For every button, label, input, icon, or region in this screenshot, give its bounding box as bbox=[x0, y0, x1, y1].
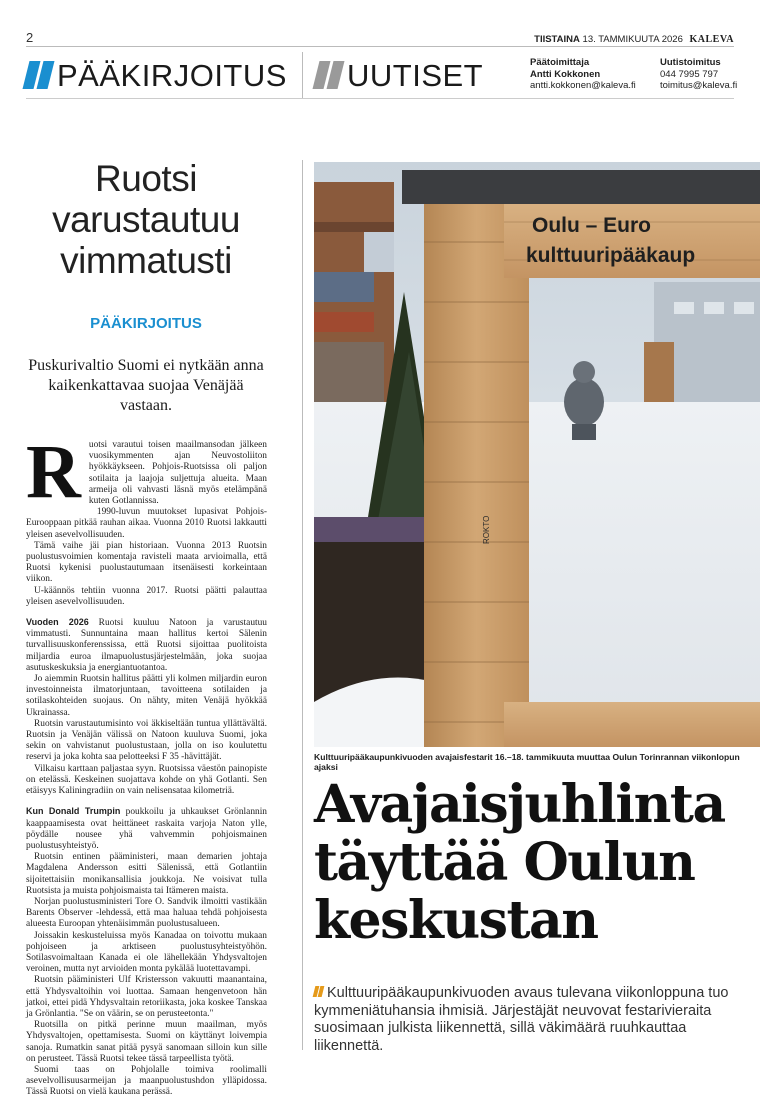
body-paragraph bbox=[26, 806, 267, 852]
header-rule bbox=[26, 46, 734, 47]
body-paragraph bbox=[26, 617, 267, 674]
newsroom-email[interactable]: toimitus@kaleva.fi bbox=[660, 80, 738, 91]
editorial-headline-line: Ruotsi bbox=[95, 158, 197, 199]
editorial-headline-line: vimmatusti bbox=[60, 240, 232, 281]
body-paragraph: Ruotsin pääministeri Ulf Kristersson vakuutti maanantaina, että Yhdysvaltoihin voi luottaa. Samaan hengenvetoon hän jatkoi, ettei pidä Yhdysvaltain retoriikasta, joka koskee Tanskaa ja Grönlantia. "Se on väärin, se on perusteetonta." bbox=[26, 975, 267, 1019]
body-paragraph: Suomi taas on Pohjolalle toimiva roolimalli asevelvollisuusarmeijan ja maanpuolustushdon ylläpidossa. Tässä Ruotsi on vielä kaukana perässä. bbox=[26, 1064, 267, 1098]
body-paragraph: Vilkaisu karttaan paljastaa syyn. Ruotsissa väestön painopiste on etelässä. Keskeinen suojattava kohde on yhä Gotlanti. Sen etäisyys Kaliningradiin on vain nelisensataa kilometriä. bbox=[26, 763, 267, 797]
newsroom-contact bbox=[660, 57, 737, 92]
news-lede bbox=[314, 985, 734, 1055]
body-paragraph: Ruotsilla on pitkä perinne muun maailman, myös Yhdysvaltojen, opettamisesta. Suomi on käyttänyt loivempia sanoja. Rumatkin sanat pitää pysyä sanomaan silloin kun sille on perusteet. Tässä Ruotsi tekee tässä tarpeellista työtä. bbox=[26, 1020, 267, 1064]
section-header-news bbox=[316, 54, 483, 96]
body-text: poukkoilu ja uhkaukset Grönlannin kaappaamisesta ovat heittäneet raskaita varjoja Naton ylle, pöydälle nousee yhä vahvemmin pohjoismainen puolustusyhteistyö. bbox=[26, 807, 267, 851]
editorial-kicker: PÄÄKIRJOITUS bbox=[90, 315, 202, 332]
date-text: 13. TAMMIKUUTA 2026 bbox=[582, 34, 683, 45]
body-paragraph: Tämä vaihe jäi pian historiaan. Vuonna 2013 Ruotsin puolustusvoimien komentaja ravisteli maata arvioimalla, että Ruotsi kykenisi puolustautumaan itsenäisesti korkeintaan viikon. bbox=[26, 540, 267, 585]
date-day: TIISTAINA bbox=[534, 34, 580, 45]
editor-contact bbox=[530, 57, 636, 92]
column-divider bbox=[302, 160, 303, 1050]
news-lede-text: Kulttuuripääkaupunkivuoden avaus tulevana viikonloppuna tuo kymmeniätuhansia ihmisiä. Järjestäjät neuvovat festarivieraita suosimaan julkista liikennettä, sillä väkimäärä ruuhkauttaa liikennettä. bbox=[314, 985, 729, 1054]
photo-illustration bbox=[314, 162, 760, 747]
body-paragraph: Ruotsin varustautumisinto voi äkkiseltään tuntua yllättävältä. Ruotsin ja Venäjän välissä on Natoon kuuluva Suomi, joka sekin on vahvistanut puolustustaan, jolla on iso koulutettu reservi ja joka kohta saa pelotteeksi F 35 -hävittäjät. bbox=[26, 718, 267, 763]
news-headline-line: keskustan bbox=[314, 890, 598, 951]
page-number: 2 bbox=[26, 30, 34, 45]
section-bars-icon bbox=[316, 61, 341, 89]
body-paragraph bbox=[26, 430, 267, 514]
header-bottom-rule bbox=[26, 98, 734, 99]
paragraph-lead: Kun Donald Trumpin bbox=[26, 806, 121, 817]
section-header-editorial bbox=[26, 54, 287, 96]
editor-email[interactable]: antti.kokkonen@kaleva.fi bbox=[530, 80, 636, 91]
body-paragraph: Jo aiemmin Ruotsin hallitus päätti yli kolmen miljardin euron investoinneista ilmatorjuntaan, tavoitteena sotilaiden ja sotilaskohteiden suojaus. On nähty, miten Venäjä hyökkää Ukrainassa. bbox=[26, 674, 267, 718]
body-paragraph: Norjan puolustusministeri Tore O. Sandvik ilmoitti vastikään Barents Observer -lehdessä, että maa haluaa tehdä pohjoisesta alueesta Euroopan yhtenäisimmän puolustusalueen. bbox=[26, 896, 267, 930]
section-label-editorial: PÄÄKIRJOITUS bbox=[57, 57, 287, 93]
body-paragraph: Ruotsin entinen pääministeri, maan demarien johtaja Magdalena Andersson esitti Sälenissä, että Gotlantiin sijoitettaisiin monikansallisia joukkoja. Ne voisivat tulla Ruotsista ja muista pohjoismaista tai Itämeren maista. bbox=[26, 852, 267, 896]
section-label-news: UUTISET bbox=[347, 57, 484, 93]
sign-line-1: Oulu – Euro bbox=[532, 214, 652, 237]
editorial-lede: Puskurivaltio Suomi ei nytkään anna kaikenkattavaa suojaa Venäjää vastaan. bbox=[28, 357, 264, 414]
paragraph-lead: Vuoden 2026 bbox=[26, 617, 89, 628]
drop-cap: R bbox=[26, 430, 81, 514]
plank-text: ROKTO bbox=[482, 515, 491, 544]
editor-name: Antti Kokkonen bbox=[530, 68, 601, 80]
news-photo bbox=[314, 162, 760, 747]
body-text: uotsi varautui toisen maailmansodan jälkeen vuosikymmenten ajan Neuvostoliiton hyökkäykseen. Pohjois-Ruotsissa oli paljon sotilaita ja laajoja suljettuja alueita. Maan armeija oli vahvasti läsnä myös etelämpänä kuten Gotlannissa. bbox=[88, 440, 267, 507]
body-paragraph: 1990-luvun muutokset lupasivat Pohjois-Eurooppaan pitkää rauhan aikaa. Vuonna 2010 Ruotsi lakkautti yleisen asevelvollisuuden. bbox=[26, 507, 267, 540]
lede-bars-icon bbox=[314, 985, 324, 1003]
newsroom-phone: 044 7995 797 bbox=[660, 68, 719, 80]
body-paragraph: Joissakin keskusteluissa myös Kanadaa on toivottu mukaan pohjoiseen ja arktiseen puolustusyhteistyöhön. Sotilasvoimaltaan Kanada ei ole lähellekään Yhdysvaltojen veroinen, mutta nyt arvioiden monta pykälää luotettavampi. bbox=[26, 930, 267, 975]
section-bars-icon bbox=[26, 61, 51, 89]
newsroom-title: Uutistoimitus bbox=[660, 57, 721, 68]
body-text: Ruotsi kuuluu Natoon ja varustautuu vimmatusti. Sunnuntaina maan hallitus kertoi Sälenin turvallisuuskonferenssissa, että Ruotsi sijoittaa puolitoista miljardia euroa ilmapuolustusjärjestelmään, joka suojaa asutuskeskuksia ja energiantuotantoa. bbox=[26, 618, 267, 673]
editorial-body bbox=[26, 430, 267, 1099]
header-divider bbox=[302, 52, 303, 98]
editorial-headline bbox=[26, 158, 266, 281]
sign-line-2: kulttuuripääkaup bbox=[526, 244, 696, 267]
news-headline bbox=[314, 776, 754, 950]
dateline bbox=[534, 34, 734, 45]
brand-logo: KALEVA bbox=[689, 34, 734, 45]
editor-title: Päätoimittaja bbox=[530, 57, 590, 68]
photo-caption: Kulttuuripääkaupunkivuoden avajaisfestarit 16.–18. tammikuuta muuttaa Oulun Torinrannan viikonlopun ajaksi bbox=[314, 752, 740, 772]
body-paragraph: U-käännös tehtiin vuonna 2017. Ruotsi päätti palauttaa yleisen asevelvollisuuden. bbox=[26, 585, 267, 607]
news-headline-line: täyttää Oulun bbox=[314, 832, 695, 893]
news-headline-line: Avajaisjuhlinta bbox=[314, 774, 725, 835]
editorial-headline-line: varustautuu bbox=[52, 199, 240, 240]
